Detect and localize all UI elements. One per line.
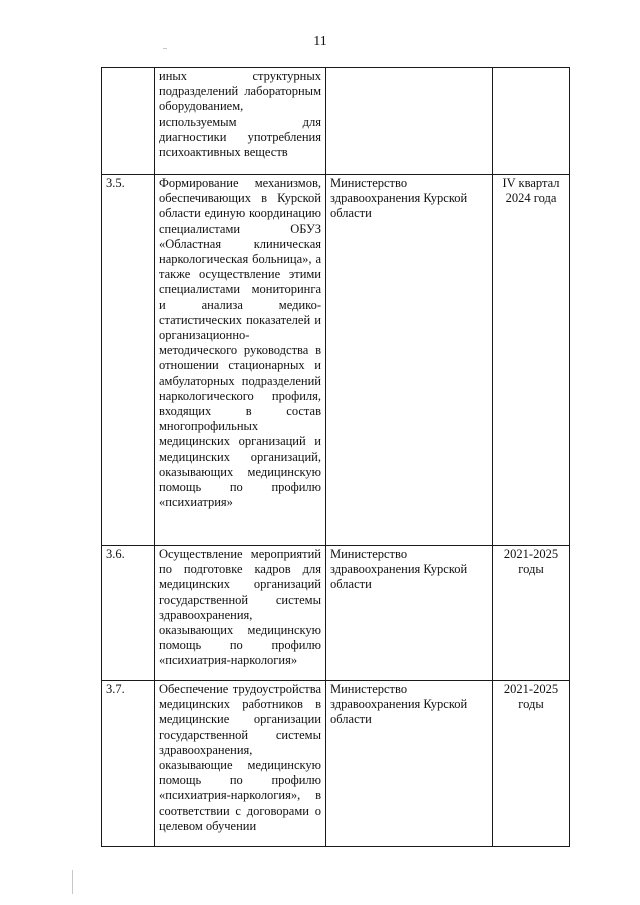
- table-row: [102, 546, 570, 681]
- row-action: Осуществление мероприятий по подготовке кадров для медицинских организаций государственной системы здравоохранения, оказывающих медицинскую помощь по профилю «психиатрия-наркология»: [155, 546, 326, 681]
- row-term: 2021-2025 годы: [493, 546, 570, 681]
- row-term: IV квартал 2024 года: [493, 175, 570, 546]
- row-action: Формирование механизмов, обеспечивающих в Курской области единую координацию специалистами ОБУЗ «Областная клиническая наркологическая больница», а также осуществление этими специалистами мониторинга и анализа медико-статистических показателей и организационно-методического руководства в отношении стационарных и амбулаторных подразделений наркологического профиля, входящих в состав многопрофильных медицинских организаций и медицинских организаций, оказывающих медицинскую помощь по профилю «психиатрия»: [155, 175, 326, 546]
- page-number: 11: [313, 34, 327, 49]
- table-row: [102, 68, 570, 175]
- row-executor: Министерство здравоохранения Курской области: [326, 546, 493, 681]
- row-action: Обеспечение трудоустройства медицинских работников в медицинские организации государственной системы здравоохранения, оказывающие медицинскую помощь по профилю «психиатрия-наркология», в соответствии с договорами о целевом обучении: [155, 681, 326, 847]
- row-executor: Министерство здравоохранения Курской области: [326, 175, 493, 546]
- row-number: 3.7.: [102, 681, 155, 847]
- row-number: [102, 68, 155, 175]
- row-executor: [326, 68, 493, 175]
- table-row: [102, 175, 570, 546]
- action-plan-table: [101, 67, 570, 847]
- row-term: [493, 68, 570, 175]
- row-action: иных структурных подразделений лабораторным оборудованием, используемым для диагностики употребления психоактивных веществ: [155, 68, 326, 175]
- row-number: 3.5.: [102, 175, 155, 546]
- row-term: 2021-2025 годы: [493, 681, 570, 847]
- row-executor: Министерство здравоохранения Курской области: [326, 681, 493, 847]
- scan-margin-line: [72, 870, 73, 894]
- row-number: 3.6.: [102, 546, 155, 681]
- table-row: [102, 681, 570, 847]
